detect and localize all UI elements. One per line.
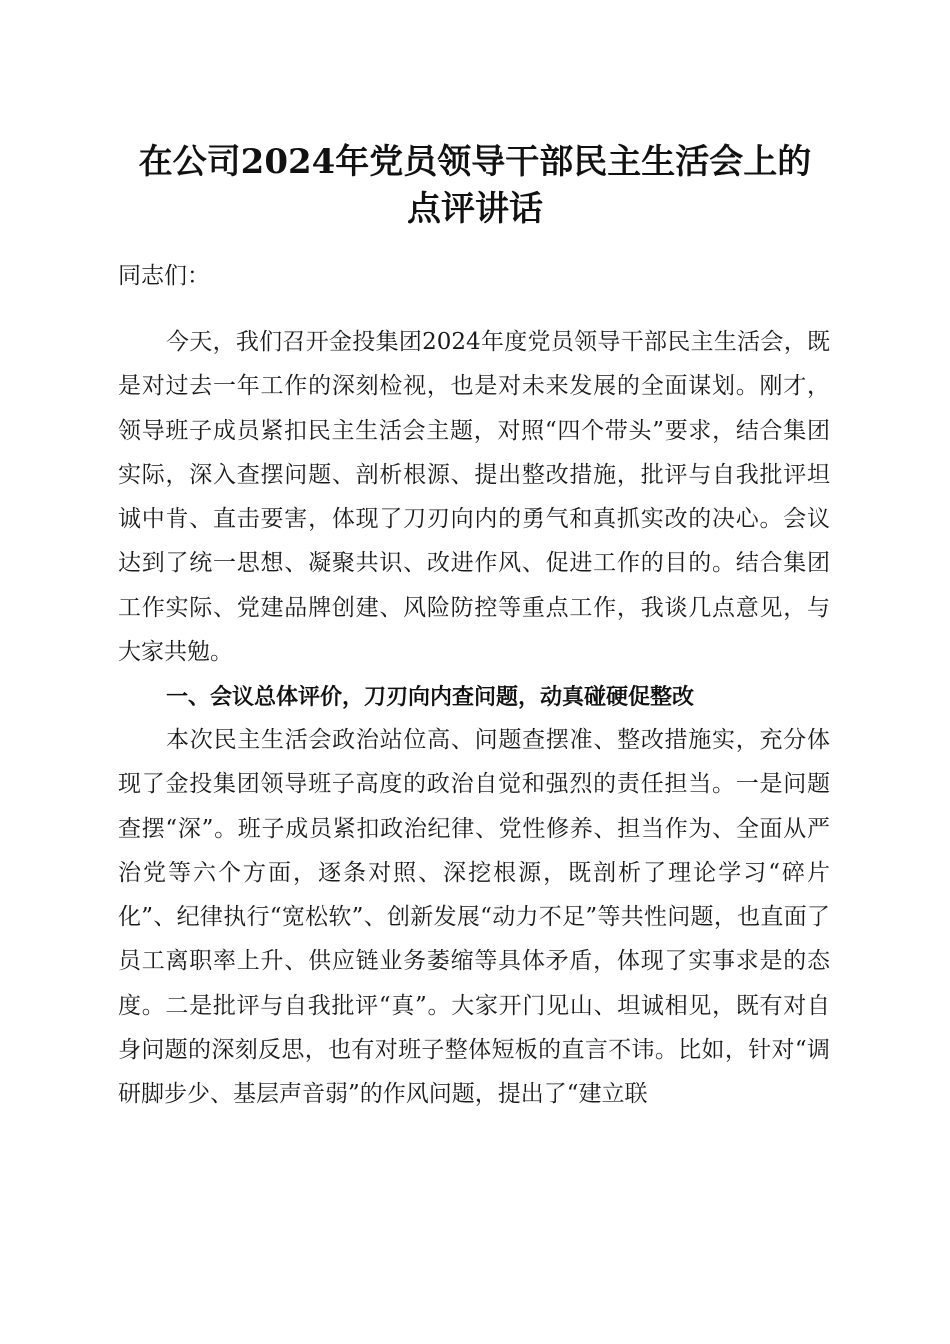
- document-title-line1: 在公司2024年党员领导干部民主生活会上的: [138, 142, 812, 182]
- paragraph-section-1: 本次民主生活会政治站位高、问题查摆准、整改措施实，充分体现了金投集团领导班子高度的政治自觉和强烈的责任担当。一是问题查摆“深”。班子成员紧扣政治纪律、党性修养、担当作为、全面从严治党等六个方面，逐条对照、深挖根源，既剖析了理论学习“碎片化”、纪律执行“宽松软”、创新发展“动力不足”等共性问题，也直面了员工离职率上升、供应链业务萎缩等具体矛盾，体现了实事求是的态度。二是批评与自我批评“真”。大家开门见山、坦诚相见，既有对自身问题的深刻反思，也有对班子整体短板的直言不讳。比如，针对“调研脚步少、基层声音弱”的作风问题，提出了“建立联: [118, 727, 830, 1108]
- document-title-line2: 点评讲话: [407, 189, 543, 229]
- paragraph-opening: 今天，我们召开金投集团2024年度党员领导干部民主生活会，既是对过去一年工作的深刻检视，也是对未来发展的全面谋划。刚才，领导班子成员紧扣民主生活会主题，对照“四个带头”要求，结合集团实际，深入查摆问题、剖析根源、提出整改措施，批评与自我批评坦诚中肯、直击要害，体现了刀刃向内的勇气和真抓实改的决心。会议达到了统一思想、凝聚共识、改进作风、促进工作的目的。结合集团工作实际、党建品牌创建、风险防控等重点工作，我谈几点意见，与大家共勉。: [118, 329, 830, 666]
- salutation: 同志们：: [118, 263, 210, 289]
- section-heading-1: 一、会议总体评价，刀刃向内查问题，动真碰硬促整改: [166, 685, 695, 710]
